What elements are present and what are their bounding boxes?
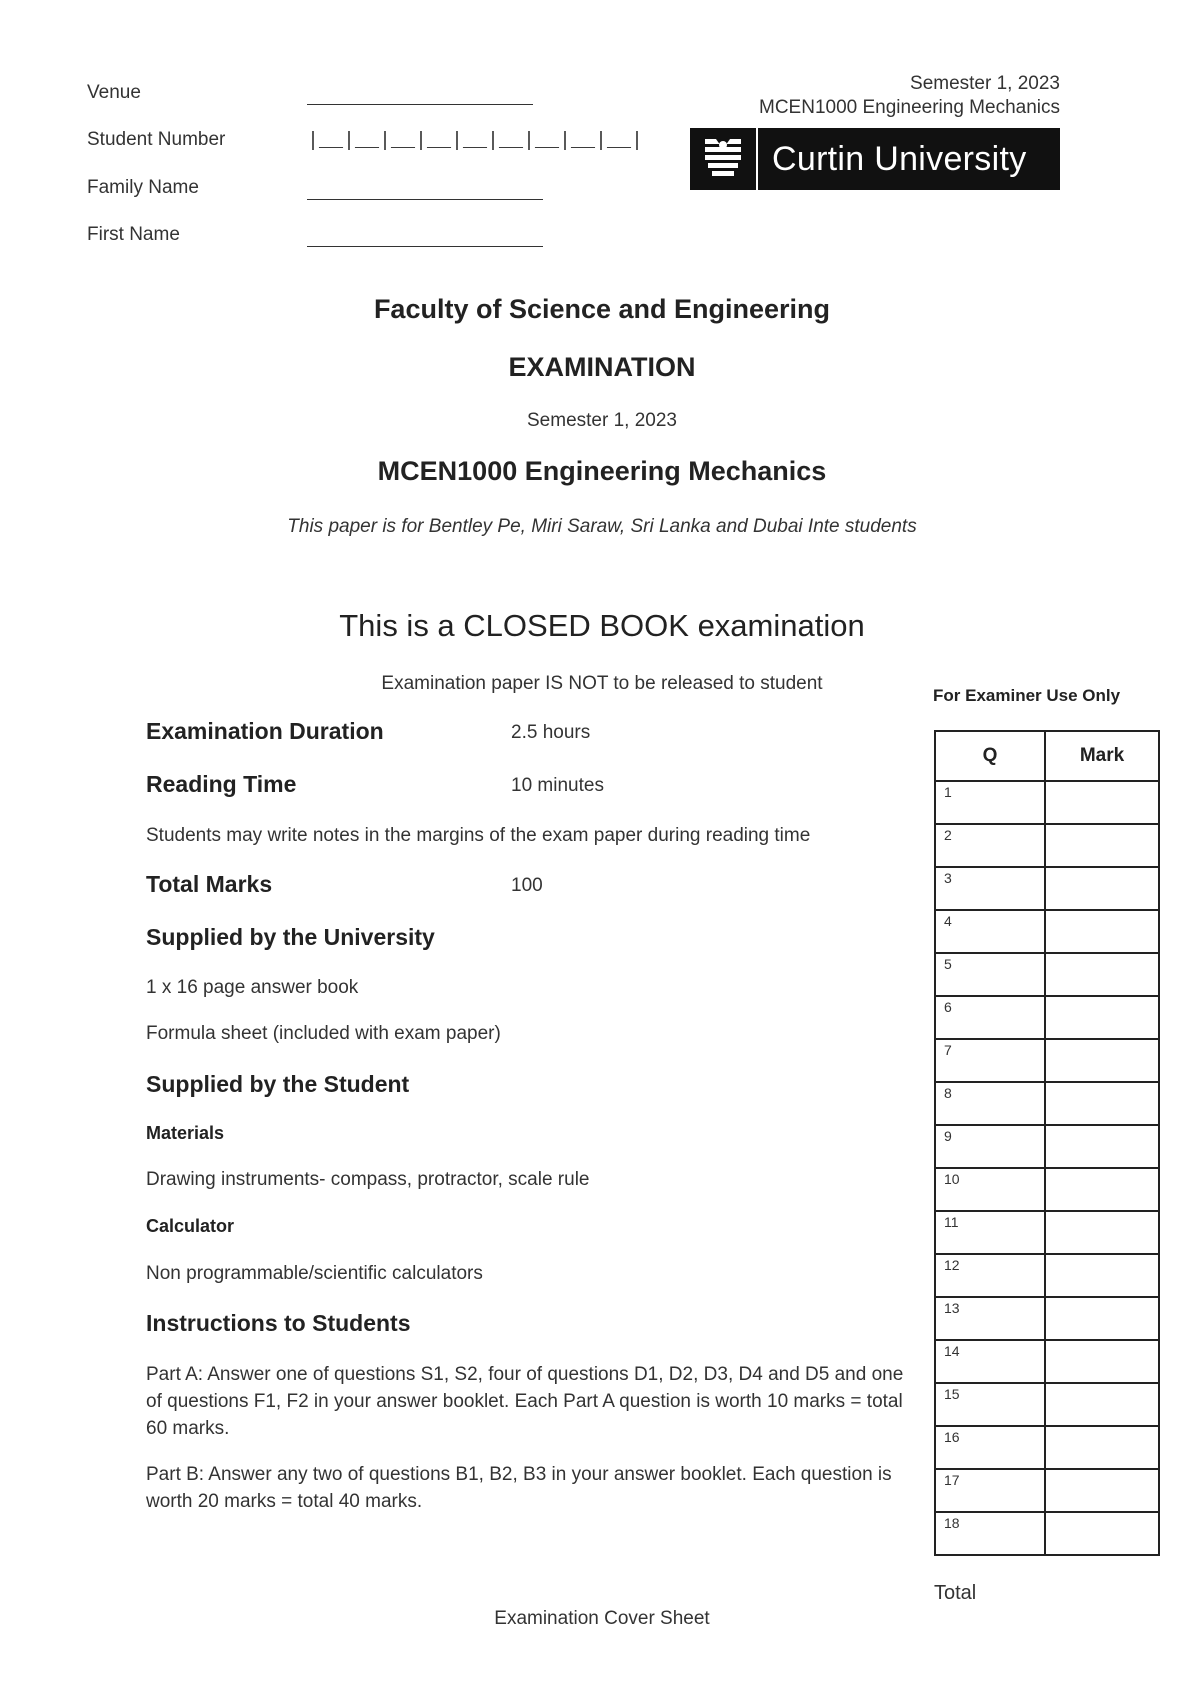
- question-number: 16: [935, 1426, 1045, 1469]
- table-row: [935, 953, 1159, 996]
- exam-title: EXAMINATION: [508, 352, 696, 382]
- question-number: 17: [935, 1469, 1045, 1512]
- question-number: 5: [935, 953, 1045, 996]
- table-row: [935, 1039, 1159, 1082]
- reading-value: 10 minutes: [511, 775, 604, 796]
- uni-supplied-item-2: Formula sheet (included with exam paper): [146, 1023, 501, 1044]
- mark-cell[interactable]: [1045, 1039, 1159, 1082]
- header-semester: Semester 1, 2023: [910, 73, 1060, 94]
- examiner-marks-table: [934, 730, 1160, 1556]
- footer-caption: Examination Cover Sheet: [494, 1608, 710, 1629]
- question-number: 4: [935, 910, 1045, 953]
- materials-heading: Materials: [146, 1123, 225, 1143]
- materials-text: Drawing instruments- compass, protractor, scale rule: [146, 1169, 590, 1190]
- mark-cell[interactable]: [1045, 824, 1159, 867]
- mark-cell[interactable]: [1045, 953, 1159, 996]
- first-name-field[interactable]: [307, 246, 543, 247]
- release-note: Examination paper IS NOT to be released to student: [381, 673, 823, 694]
- instructions-part-b: Part B: Answer any two of questions B1, B2, B3 in your answer booklet. Each question is worth 20 marks = total 40 marks.: [146, 1464, 892, 1512]
- table-row: [935, 867, 1159, 910]
- question-number: 14: [935, 1340, 1045, 1383]
- marks-label: Total Marks: [146, 871, 273, 897]
- logo-divider: [756, 128, 758, 190]
- duration-label: Examination Duration: [146, 718, 384, 744]
- reading-note: Students may write notes in the margins of the exam paper during reading time: [146, 825, 811, 846]
- question-number: 18: [935, 1512, 1045, 1555]
- table-row: [935, 1297, 1159, 1340]
- question-number: 1: [935, 781, 1045, 824]
- faculty-title: Faculty of Science and Engineering: [373, 294, 831, 324]
- table-row: [935, 781, 1159, 824]
- examiner-title: For Examiner Use Only: [933, 686, 1121, 705]
- mark-cell[interactable]: [1045, 1383, 1159, 1426]
- family-name-field[interactable]: [307, 199, 543, 200]
- mark-cell[interactable]: [1045, 1426, 1159, 1469]
- col-mark-header: Mark: [1045, 731, 1159, 781]
- question-number: 15: [935, 1383, 1045, 1426]
- table-row: [935, 1383, 1159, 1426]
- uni-supplied-item-1: 1 x 16 page answer book: [146, 977, 359, 998]
- table-row: [935, 996, 1159, 1039]
- table-row: [935, 910, 1159, 953]
- semester-line: Semester 1, 2023: [527, 410, 677, 431]
- mark-cell[interactable]: [1045, 1340, 1159, 1383]
- table-row: [935, 1512, 1159, 1555]
- question-number: 11: [935, 1211, 1045, 1254]
- mark-cell[interactable]: [1045, 781, 1159, 824]
- table-row: [935, 1082, 1159, 1125]
- student-number-label: Student Number: [87, 129, 226, 150]
- calculator-heading: Calculator: [146, 1216, 235, 1236]
- family-name-label: Family Name: [87, 177, 199, 198]
- question-number: 9: [935, 1125, 1045, 1168]
- question-number: 13: [935, 1297, 1045, 1340]
- mark-cell[interactable]: [1045, 1082, 1159, 1125]
- uni-supplied-heading: Supplied by the University: [146, 924, 435, 950]
- question-number: 6: [935, 996, 1045, 1039]
- question-number: 10: [935, 1168, 1045, 1211]
- question-number: 7: [935, 1039, 1045, 1082]
- student-number-field[interactable]: |__|__|__|__|__|__|__|__|__|: [307, 130, 644, 153]
- curtin-logo: [690, 128, 1060, 190]
- instructions-heading: Instructions to Students: [146, 1310, 411, 1336]
- mark-cell[interactable]: [1045, 1125, 1159, 1168]
- table-row: [935, 824, 1159, 867]
- duration-value: 2.5 hours: [511, 722, 591, 743]
- question-number: 12: [935, 1254, 1045, 1297]
- student-supplied-heading: Supplied by the Student: [146, 1071, 410, 1097]
- question-number: 8: [935, 1082, 1045, 1125]
- first-name-label: First Name: [87, 224, 180, 245]
- table-row: [935, 1168, 1159, 1211]
- mark-cell[interactable]: [1045, 1211, 1159, 1254]
- reading-label: Reading Time: [146, 771, 297, 797]
- crest-icon: [702, 135, 744, 183]
- mark-cell[interactable]: [1045, 1469, 1159, 1512]
- table-row: [935, 1254, 1159, 1297]
- instructions-part-a: Part A: Answer one of questions S1, S2, four of questions D1, D2, D3, D4 and D5 and one of questions F1, F2 in your answer booklet. Each Part A question is worth 10 marks = total 60 marks.: [146, 1364, 904, 1439]
- table-row: [935, 1340, 1159, 1383]
- question-number: 3: [935, 867, 1045, 910]
- total-label: Total: [934, 1582, 977, 1604]
- audience-line: This paper is for Bentley Pe, Miri Saraw, Sri Lanka and Dubai Inte students: [287, 516, 917, 537]
- mark-cell[interactable]: [1045, 867, 1159, 910]
- calculator-text: Non programmable/scientific calculators: [146, 1263, 483, 1284]
- mark-cell[interactable]: [1045, 1512, 1159, 1555]
- marks-value: 100: [511, 875, 543, 896]
- question-number: 2: [935, 824, 1045, 867]
- venue-label: Venue: [87, 82, 141, 103]
- venue-field[interactable]: [307, 104, 533, 105]
- table-row: [935, 1125, 1159, 1168]
- mark-cell[interactable]: [1045, 910, 1159, 953]
- mark-cell[interactable]: [1045, 996, 1159, 1039]
- mark-cell[interactable]: [1045, 1168, 1159, 1211]
- mark-cell[interactable]: [1045, 1297, 1159, 1340]
- mark-cell[interactable]: [1045, 1254, 1159, 1297]
- header-unit: MCEN1000 Engineering Mechanics: [759, 97, 1060, 118]
- table-row: [935, 1211, 1159, 1254]
- logo-text: Curtin University: [772, 139, 1027, 178]
- closed-book-line: This is a CLOSED BOOK examination: [339, 608, 865, 643]
- table-row: [935, 1469, 1159, 1512]
- col-q-header: Q: [935, 731, 1045, 781]
- unit-title: MCEN1000 Engineering Mechanics: [377, 456, 827, 486]
- table-row: [935, 1426, 1159, 1469]
